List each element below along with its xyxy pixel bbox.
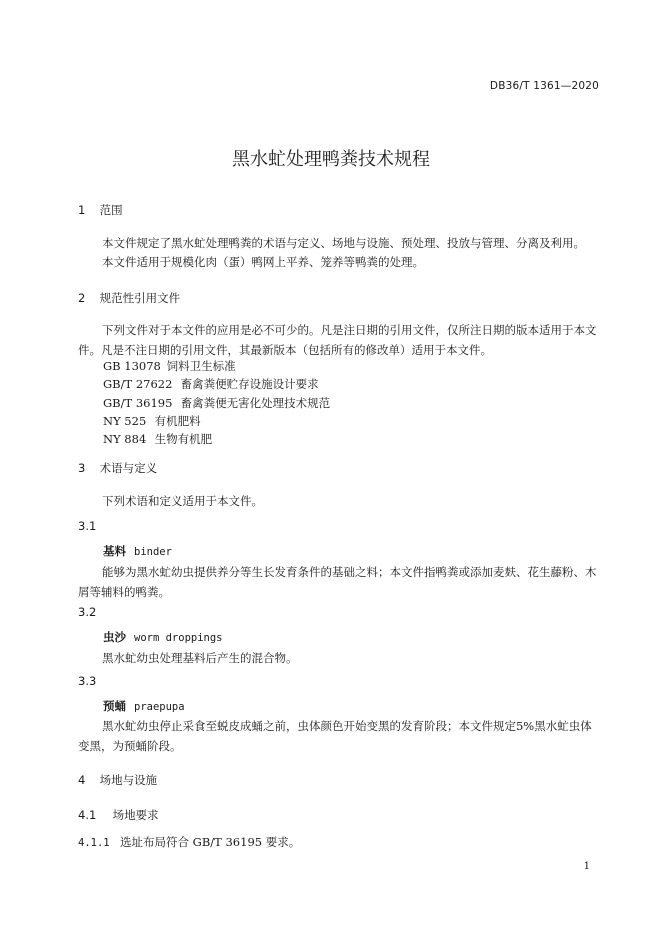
reference-name: 生物有机肥: [154, 432, 213, 446]
section-2-heading: [78, 290, 598, 306]
reference-item: [103, 395, 330, 411]
reference-name: 畜禽粪便贮存设施设计要求: [180, 377, 319, 391]
section-title: 规范性引用文件: [99, 291, 181, 305]
document-code: DB36/T 1361—2020: [489, 80, 599, 92]
section-number: 2: [78, 291, 86, 305]
term-number: 3.2: [78, 605, 97, 619]
term-heading: [103, 629, 223, 645]
term-number: 3.1: [78, 519, 97, 533]
reference-code: GB/T 27622: [103, 377, 173, 391]
section-number: 3: [78, 461, 86, 475]
page-number: 1: [583, 861, 590, 872]
section-3-intro: 下列术语和定义适用于本文件。: [102, 494, 263, 508]
section-3-heading: [78, 460, 598, 476]
term-number: 3.3: [78, 674, 97, 688]
subsection-heading: [78, 807, 598, 823]
term-chinese: 基料: [103, 544, 126, 558]
term-english: praepupa: [134, 701, 185, 713]
clause-text: 选址布局符合 GB/T 36195 要求。: [120, 835, 301, 849]
term-heading: [103, 543, 172, 559]
section-1-para-1: 本文件规定了黑水虻处理鸭粪的术语与定义、场地与设施、预处理、投放与管理、分离及利用。: [102, 236, 585, 250]
section-title: 场地与设施: [99, 773, 158, 787]
reference-item: [103, 376, 319, 392]
term-definition: 黑水虻幼虫停止采食至蜕皮成蛹之前，虫体颜色开始变黑的发育阶段；本文件规定5%黑水虻虫体变黑，为预蛹阶段。: [78, 719, 592, 753]
term-english: worm droppings: [134, 632, 223, 644]
reference-code: NY 525: [103, 414, 147, 428]
section-title: 范围: [99, 203, 123, 217]
reference-code: GB 13078: [103, 359, 161, 373]
section-title: 术语与定义: [99, 461, 158, 475]
section-4-heading: [78, 772, 598, 788]
reference-name: 饲料卫生标准: [166, 359, 236, 373]
section-number: 1: [78, 203, 86, 217]
section-1-heading: [78, 202, 598, 218]
clause-4-1-1: [78, 834, 300, 850]
term-chinese: 预蛹: [103, 699, 126, 713]
term-definition: 黑水虻幼虫处理基料后产生的混合物。: [102, 651, 298, 665]
term-chinese: 虫沙: [103, 630, 126, 644]
reference-code: GB/T 36195: [103, 396, 173, 410]
subsection-title: 场地要求: [112, 808, 159, 822]
section-1-para-2: 本文件适用于规模化肉（蛋）鸭网上平养、笼养等鸭粪的处理。: [102, 255, 424, 269]
clause-number: 4.1.1: [78, 837, 110, 849]
section-2-intro: 下列文件对于本文件的应用是必不可少的。凡是注日期的引用文件，仅所注日期的版本适用于本文件。凡是不注日期的引用文件，其最新版本（包括所有的修改单）适用于本文件。: [78, 323, 597, 357]
subsection-number: 4.1: [78, 808, 97, 822]
term-english: binder: [134, 546, 172, 558]
term-heading: [103, 698, 185, 714]
term-definition: 能够为黑水虻幼虫提供养分等生长发育条件的基础之料；本文件指鸭粪或添加麦麸、花生藤粉、木屑等辅料的鸭粪。: [78, 565, 597, 599]
reference-code: NY 884: [103, 432, 147, 446]
section-number: 4: [78, 773, 86, 787]
document-title: 黑水虻处理鸭粪技术规程: [232, 149, 430, 170]
reference-name: 畜禽粪便无害化处理技术规范: [180, 396, 331, 410]
reference-name: 有机肥料: [154, 414, 201, 428]
reference-item: [103, 358, 236, 374]
reference-item: [103, 431, 212, 447]
reference-item: [103, 413, 201, 429]
